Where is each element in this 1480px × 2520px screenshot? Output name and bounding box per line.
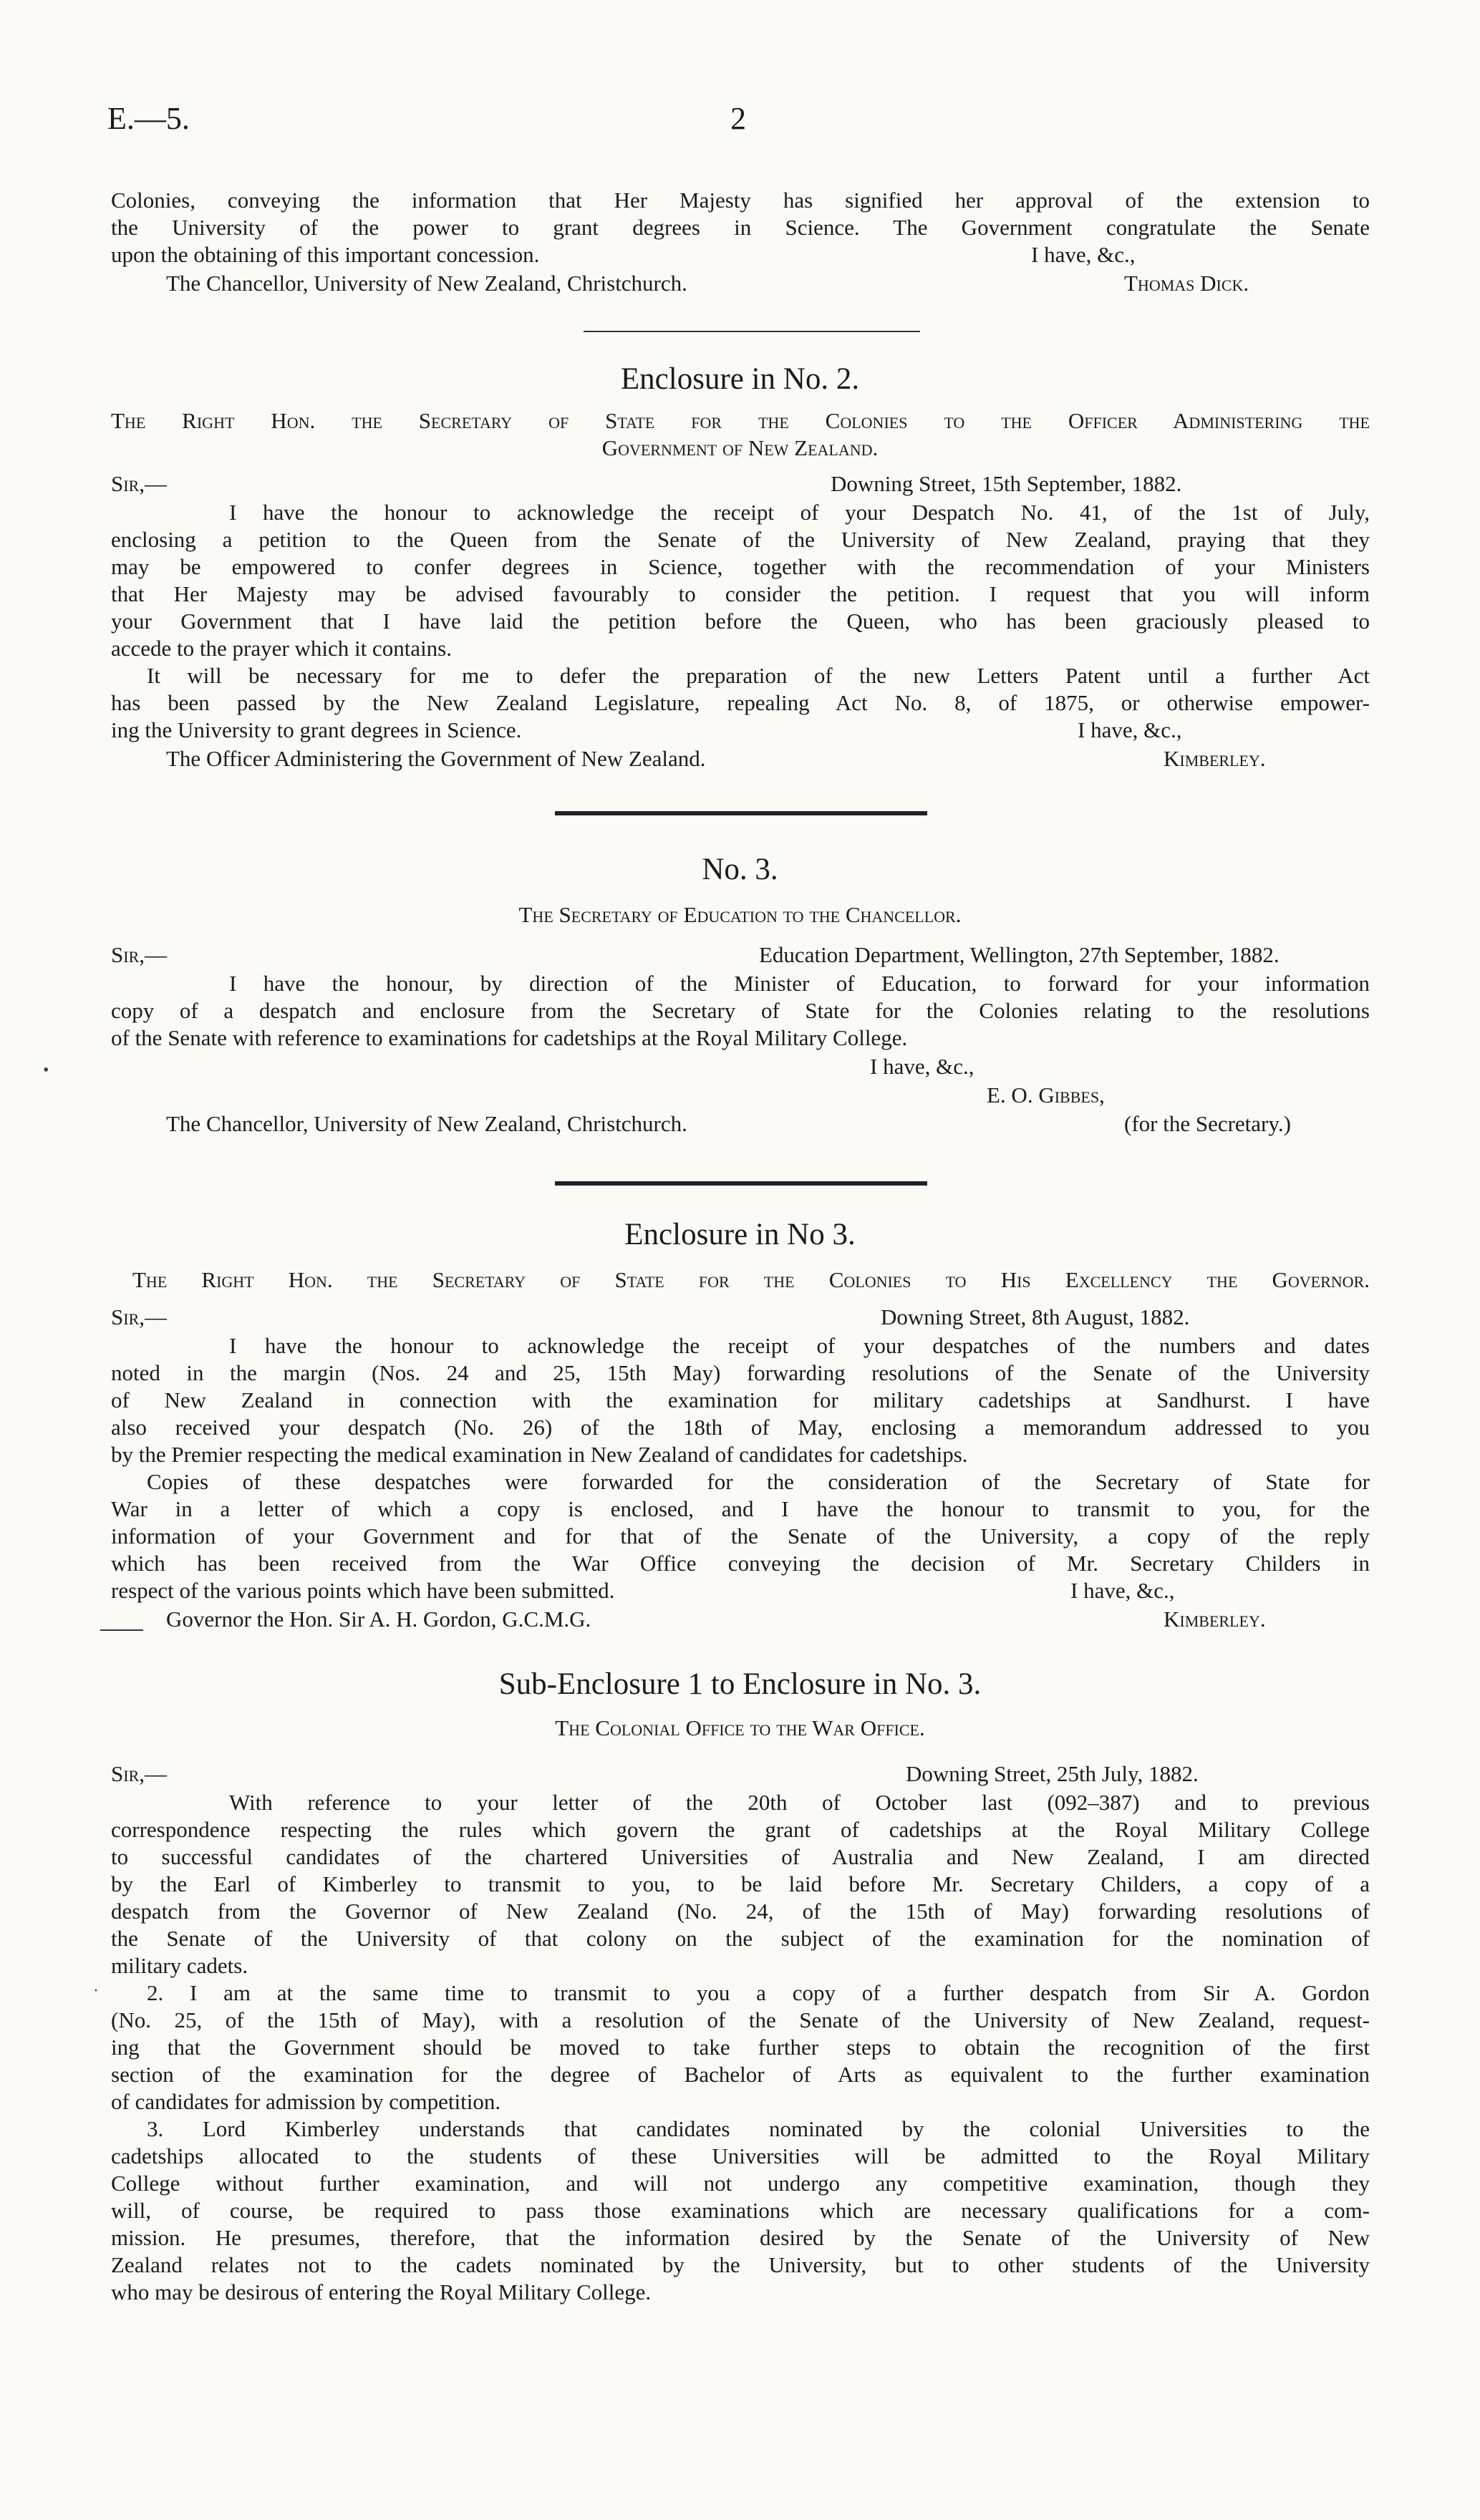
salutation: Sir,—	[111, 471, 167, 496]
body-line: accede to the prayer which it contains.	[111, 636, 452, 661]
addressee: The Chancellor, University of New Zealand, Christchurch.	[166, 271, 687, 296]
body-line: the Senate of the University of that colony on the subject of the examination for the nomination of	[111, 1926, 1370, 1951]
body-line: despatch from the Governor of New Zealand (No. 24, of the 15th of May) forwarding resolutions of	[111, 1899, 1370, 1924]
body-line: Zealand relates not to the cadets nominated by the University, but to other students of the University	[111, 2252, 1370, 2277]
section-divider	[555, 1181, 927, 1186]
body-line: ing the University to grant degrees in Science.	[111, 717, 522, 742]
closing: I have, &c.,	[870, 1054, 974, 1079]
body-line: of candidates for admission by competition.	[111, 2089, 501, 2114]
dateline: Downing Street, 25th July, 1882.	[906, 1761, 1199, 1786]
body-line: by the Earl of Kimberley to transmit to you, to be laid before Mr. Secretary Childers, a copy of a	[111, 1871, 1370, 1896]
salutation: Sir,—	[111, 1304, 167, 1329]
body-line: of the Senate with reference to examinations for cadetships at the Royal Military College.	[111, 1025, 908, 1050]
body-line: College without further examination, and will not undergo any competitive examination, though they	[111, 2171, 1370, 2196]
body-line: that Her Majesty may be advised favourably to consider the petition. I request that you will inform	[111, 581, 1370, 606]
body-line: correspondence respecting the rules which govern the grant of cadetships at the Royal Military College	[111, 1817, 1370, 1842]
body-line: With reference to your letter of the 20th of October last (092–387) and to previous	[229, 1790, 1370, 1815]
closing: I have, &c.,	[1078, 717, 1182, 742]
from-to-line: The Colonial Office to the War Office.	[555, 1715, 925, 1740]
signature: E. O. Gibbes,	[987, 1082, 1105, 1108]
signature: Kimberley.	[1164, 1606, 1266, 1632]
margin-mark: ·	[93, 1982, 99, 2000]
section-divider	[555, 811, 927, 815]
body-line: (No. 25, of the 15th of May), with a resolution of the Senate of the University of New Zealand, request-	[111, 2007, 1370, 2032]
page-number: 2	[730, 101, 746, 136]
closing: I have, &c.,	[1031, 242, 1136, 267]
body-line: also received your despatch (No. 26) of the 18th of May, enclosing a memorandum addressed to you	[111, 1415, 1370, 1440]
from-to-line: The Right Hon. the Secretary of State for the Colonies to the Officer Administering the	[111, 408, 1370, 433]
section-title: Enclosure in No 3.	[624, 1218, 856, 1251]
body-line: the University of the power to grant degrees in Science. The Government congratulate the Senate	[111, 215, 1370, 240]
signature: Kimberley.	[1164, 746, 1266, 771]
body-line: enclosing a petition to the Queen from the Senate of the University of New Zealand, praying that they	[111, 527, 1370, 552]
body-line: military cadets.	[111, 1953, 248, 1978]
body-line: 3. Lord Kimberley understands that candidates nominated by the colonial Universities to the	[147, 2116, 1370, 2141]
body-line: of New Zealand in connection with the examination for military cadetships at Sandhurst. I have	[111, 1387, 1370, 1412]
body-line: Copies of these despatches were forwarded for the consideration of the Secretary of State for	[147, 1469, 1370, 1494]
body-line: noted in the margin (Nos. 24 and 25, 15th May) forwarding resolutions of the Senate of the University	[111, 1360, 1370, 1385]
dateline: Downing Street, 15th September, 1882.	[831, 471, 1182, 496]
body-line: section of the examination for the degree of Bachelor of Arts as equivalent to the further examination	[111, 2062, 1370, 2087]
body-line: who may be desirous of entering the Royal Military College.	[111, 2279, 652, 2305]
section-title: Enclosure in No. 2.	[620, 362, 860, 396]
closing: I have, &c.,	[1070, 1578, 1175, 1603]
body-line: your Government that I have laid the petition before the Queen, who has been graciously pleased to	[111, 609, 1370, 634]
body-line: by the Premier respecting the medical examination in New Zealand of candidates for cadetships.	[111, 1442, 968, 1467]
body-line: will, of course, be required to pass those examinations which are necessary qualifications for a com-	[111, 2198, 1370, 2223]
body-line: copy of a despatch and enclosure from the Secretary of State for the Colonies relating to the resolutions	[111, 998, 1370, 1023]
signature-note: (for the Secretary.)	[1124, 1111, 1291, 1136]
body-line: ing that the Government should be moved to take further steps to obtain the recognition of the first	[111, 2035, 1370, 2060]
margin-dash	[100, 1629, 143, 1631]
body-line: It will be necessary for me to defer the preparation of the new Letters Patent until a further Act	[147, 663, 1370, 688]
body-line: cadetships allocated to the students of these Universities will be admitted to the Royal Military	[111, 2143, 1370, 2168]
body-line: I have the honour, by direction of the Minister of Education, to forward for your information	[229, 971, 1370, 996]
margin-mark: •	[43, 1061, 49, 1080]
body-line: upon the obtaining of this important concession.	[111, 242, 540, 267]
section-title: No. 3.	[702, 853, 778, 886]
from-to-line: Government of New Zealand.	[601, 435, 879, 460]
section-divider	[584, 331, 920, 332]
from-to-line: The Right Hon. the Secretary of State for the Colonies to His Excellency the Governor.	[132, 1267, 1370, 1292]
body-line: information of your Government and for that of the Senate of the University, a copy of the reply	[111, 1523, 1370, 1549]
document-reference: E.—5.	[107, 101, 190, 136]
body-line: 2. I am at the same time to transmit to you a copy of a further despatch from Sir A. Gordon	[147, 1980, 1370, 2005]
body-line: to successful candidates of the chartered Universities of Australia and New Zealand, I am directed	[111, 1844, 1370, 1869]
body-line: mission. He presumes, therefore, that the information desired by the Senate of the University of New	[111, 2225, 1370, 2250]
body-line: I have the honour to acknowledge the receipt of your despatches of the numbers and dates	[229, 1333, 1370, 1358]
body-line: has been passed by the New Zealand Legislature, repealing Act No. 8, of 1875, or otherwise empower-	[111, 690, 1370, 715]
from-to-line: The Secretary of Education to the Chancellor.	[518, 902, 962, 927]
body-line: War in a letter of which a copy is enclosed, and I have the honour to transmit to you, for the	[111, 1496, 1370, 1521]
dateline: Education Department, Wellington, 27th September, 1882.	[759, 942, 1280, 967]
section-title: Sub-Enclosure 1 to Enclosure in No. 3.	[498, 1667, 982, 1701]
body-line: I have the honour to acknowledge the receipt of your Despatch No. 41, of the 1st of July,	[229, 500, 1370, 525]
body-line: which has been received from the War Office conveying the decision of Mr. Secretary Childers in	[111, 1551, 1370, 1576]
addressee: Governor the Hon. Sir A. H. Gordon, G.C.M.G.	[166, 1606, 591, 1632]
body-line: respect of the various points which have been submitted.	[111, 1578, 615, 1603]
body-line: may be empowered to confer degrees in Science, together with the recommendation of your Ministers	[111, 554, 1370, 579]
addressee: The Officer Administering the Government of New Zealand.	[166, 746, 706, 771]
addressee: The Chancellor, University of New Zealand, Christchurch.	[166, 1111, 687, 1136]
signature: Thomas Dick.	[1124, 271, 1249, 296]
dateline: Downing Street, 8th August, 1882.	[881, 1304, 1190, 1329]
salutation: Sir,—	[111, 1761, 167, 1786]
body-line: Colonies, conveying the information that Her Majesty has signified her approval of the extension to	[111, 188, 1370, 213]
salutation: Sir,—	[111, 942, 167, 967]
